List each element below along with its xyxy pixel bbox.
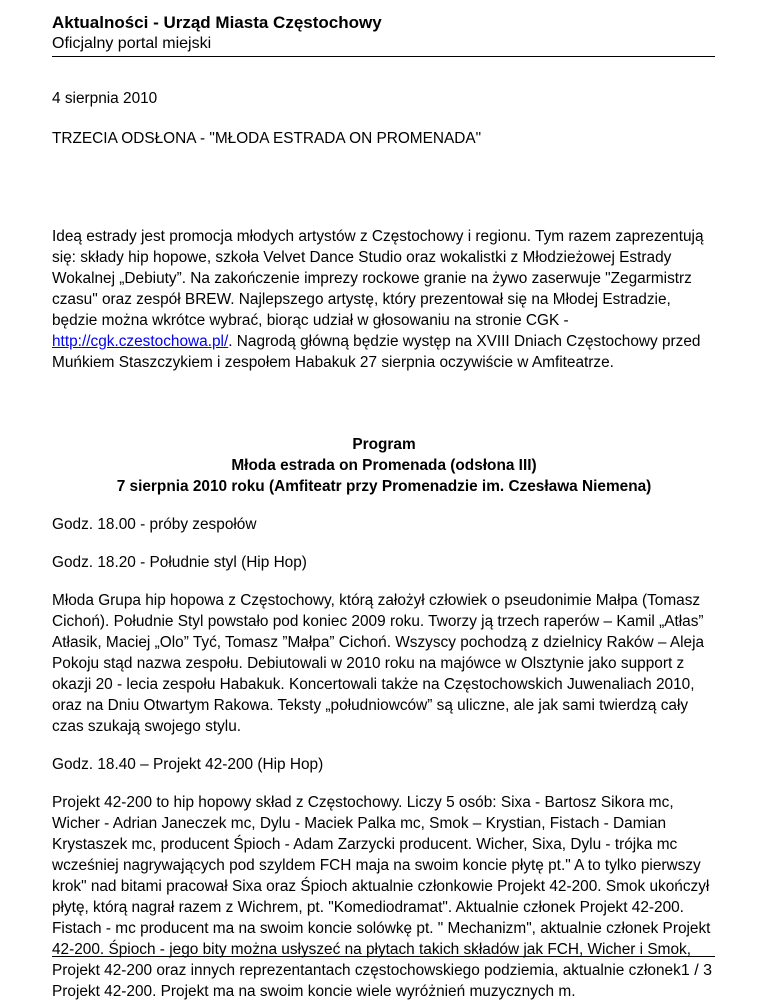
program-subtitle: Młoda estrada on Promenada (odsłona III) <box>231 457 537 474</box>
intro-text: Ideą estrady jest promocja młodych artystów z Częstochowy i regionu. Tym razem zaprezentują się: składy hip hopowe, szkoła Velvet Dance Studio oraz wokalistki z Młodzieżowej Estrady Wokalnej „Debiuty”. Na zakończenie imprezy rockowe granie na żywo zaserwuje "Zegarmistrz czasu" oraz zespół BREW. Najlepszego artystę, który prezentował się na Młodej Estradzie, będzie można wkrótce wybrać, biorąc udział w głosowaniu na stronie CGK - <box>52 228 704 329</box>
site-subtitle: Oficjalny portal miejski <box>52 35 212 52</box>
program-title: Program <box>352 436 416 453</box>
schedule-slot-rehearsal: Godz. 18.00 - próby zespołów <box>52 516 257 533</box>
schedule-slot-poludnie-styl: Godz. 18.20 - Południe styl (Hip Hop) <box>52 554 307 571</box>
intro-text-continued: . Nagrodą główną będzie występ na XVIII Dniach Częstochowy przed Muńkiem Staszczykiem i zespołem Habakuk 27 sierpnia oczywiście w Amfiteatrze. <box>52 333 701 371</box>
program-date: 7 sierpnia 2010 roku (Amfiteatr przy Promenadzie im. Czesława Niemena) <box>116 478 652 495</box>
schedule-slot-projekt-42-200: Godz. 18.40 – Projekt 42-200 (Hip Hop) <box>52 756 324 773</box>
page-header <box>52 12 712 54</box>
site-title: Aktualności - Urząd Miasta Częstochowy <box>52 13 382 32</box>
article-body <box>52 88 716 1002</box>
cgk-link[interactable]: http://cgk.czestochowa.pl/ <box>52 333 229 350</box>
page-number: 1 / 3 <box>680 962 712 979</box>
article-headline: TRZECIA ODSŁONA - "MŁODA ESTRADA ON PROMENADA" <box>52 130 482 147</box>
projekt-42-200-description: Projekt 42-200 to hip hopowy skład z Częstochowy. Liczy 5 osób: Sixa - Bartosz Sikora mc, Wicher - Adrian Janeczek mc, Dylu - Maciek Palka mc, Smok – Krystian, Fistach - Damian Krystaszek mc, producent Śpioch - Adam Zarzycki producent. Wicher, Sixa, Dylu - trójka mc wcześniej nagrywających pod szyldem FCH maja na swoim koncie płytę pt." A to tylko pierwszy krok" nad bitami pracował Sixa oraz Śpioch aktualnie członkowie Projekt 42-200. Smok ukończył płytę, którą nagrał razem z Wichrem, pt. "Komediodramat". Aktualnie członek Projekt 42-200. Fistach - mc producent ma na swoim koncie solówkę pt. " Mechanizm", aktualnie członek Projekt 42-200. Śpioch - jego bity można usłyszeć na płytach takich składów jak FCH, Wicher i Smok, Projekt 42-200 oraz innych reprezentantach częstochowskiego podziemia, aktualnie członek Projekt 42-200. Projekt ma na swoim koncie wiele wyróżnień muzycznych m. <box>52 794 711 1000</box>
poludnie-styl-description: Młoda Grupa hip hopowa z Częstochowy, którą założył człowiek o pseudonimie Małpa (Tomasz Cichoń). Południe Styl powstało pod koniec 2009 roku. Tworzy ją trzech raperów – Kamil „Atłas” Atłasik, Maciej „Olo” Tyć, Tomasz ”Małpa” Cichoń. Wszyscy pochodzą z dzielnicy Raków – Aleja Pokoju stąd nazwa zespołu. Debiutowali w 2010 roku na majówce w Olsztynie jako support z okazji 20 - lecia zespołu Habakuk. Koncertowali także na Częstochowskich Juwenaliach 2010, oraz na Dniu Otwartym Rakowa. Teksty „południowców” są uliczne, ale jak sami twierdzą cały czas szukają swojego stylu. <box>52 592 705 735</box>
article-intro <box>52 226 716 373</box>
header-divider <box>52 56 715 57</box>
footer-divider <box>52 956 715 957</box>
article-date: 4 sierpnia 2010 <box>52 90 158 107</box>
program-heading <box>52 434 716 497</box>
